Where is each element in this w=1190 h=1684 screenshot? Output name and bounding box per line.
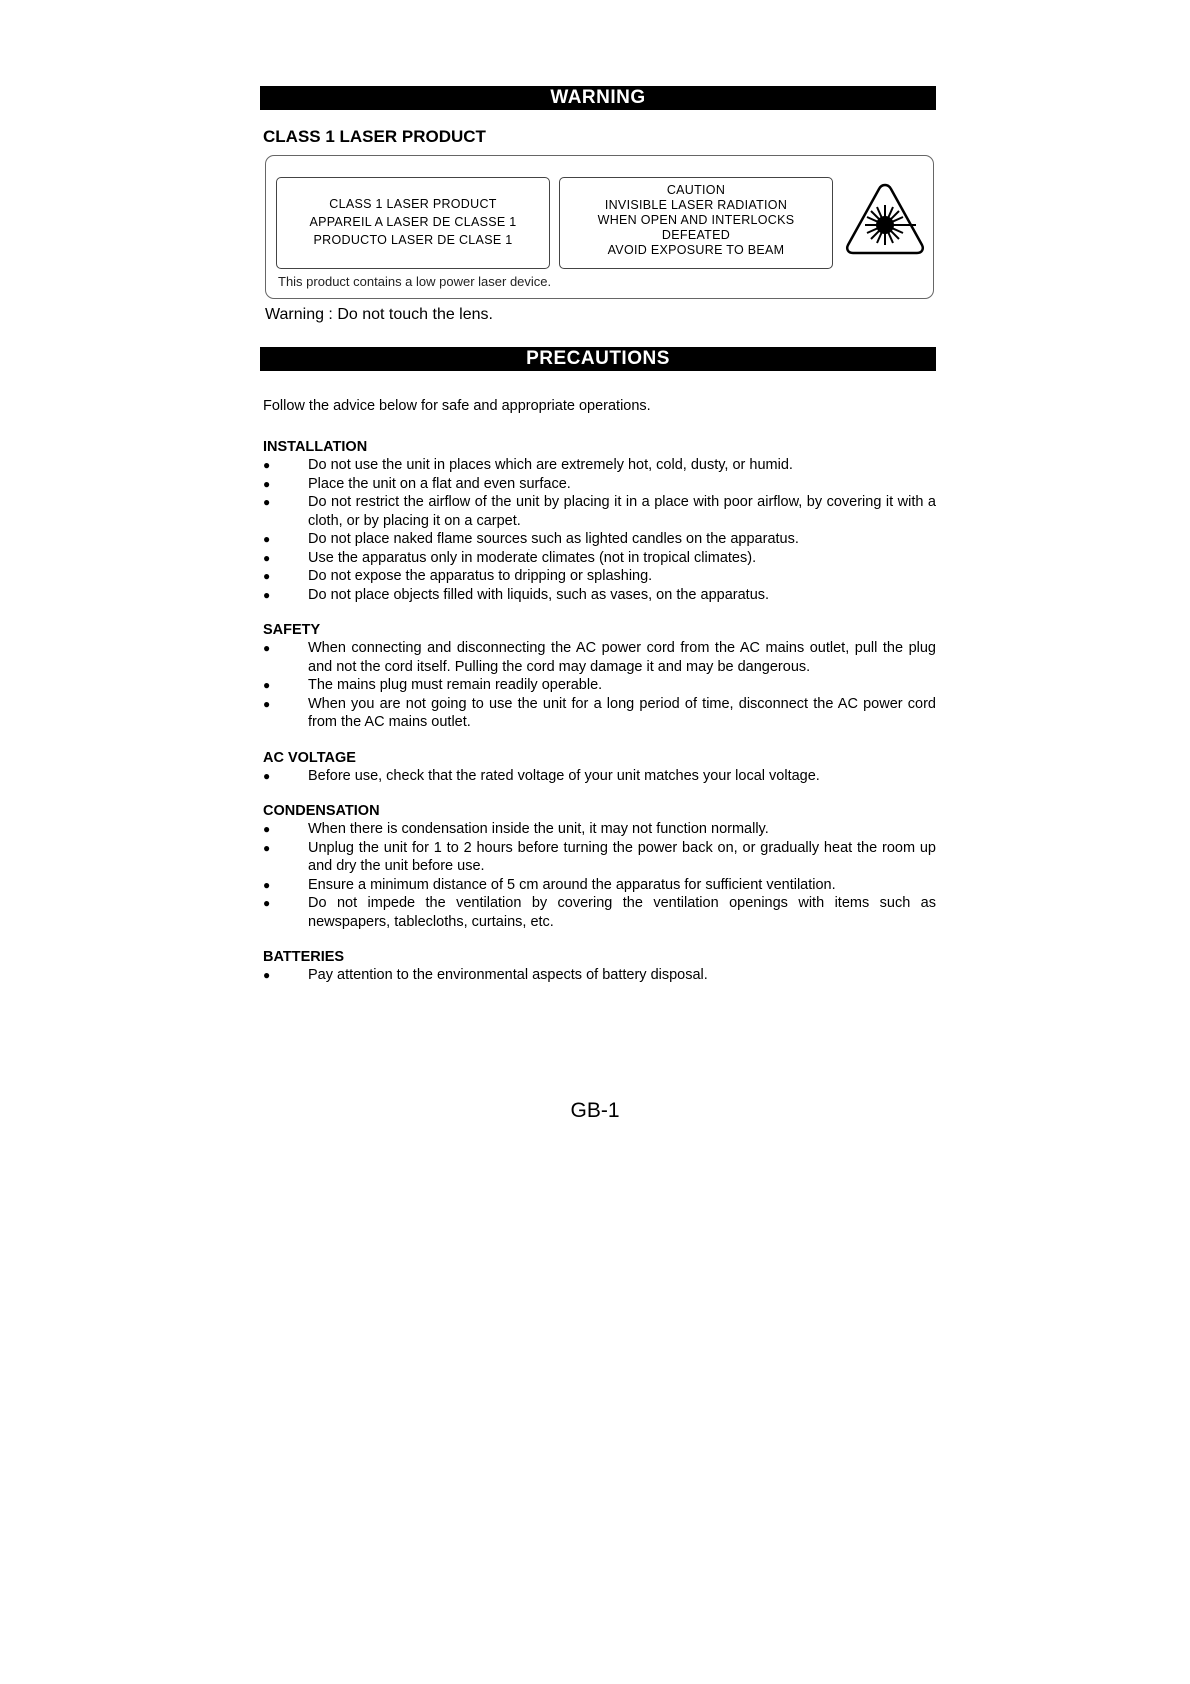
label-line: AVOID EXPOSURE TO BEAM: [607, 243, 785, 257]
label-line: WHEN OPEN AND INTERLOCKS: [597, 213, 795, 227]
section-heading: BATTERIES: [263, 949, 345, 965]
label-line: PRODUCTO LASER DE CLASE 1: [313, 233, 513, 247]
section-installation: [260, 438, 936, 604]
list-item: [263, 475, 936, 494]
list-item-text: Unplug the unit for 1 to 2 hours before turning the power back on, or gradually heat the room up and dry the unit before use.: [308, 839, 936, 874]
caution-label: [559, 177, 833, 269]
list-item: [263, 456, 936, 475]
list-item-text: Do not impede the ventilation by covering the ventilation openings with items such as newspapers, tablecloths, curtains, etc.: [308, 895, 936, 930]
list-item-text: Do not expose the apparatus to dripping or splashing.: [308, 568, 653, 584]
bullet-icon: ●: [263, 768, 271, 783]
page-content: [260, 86, 936, 985]
bullet-icon: ●: [263, 569, 271, 583]
bullet-list: [260, 456, 936, 604]
list-item: [263, 820, 936, 839]
list-item: [263, 767, 936, 786]
laser-hazard-icon: [844, 181, 926, 257]
bullet-icon: ●: [263, 877, 271, 892]
lens-warning: Warning : Do not touch the lens.: [265, 306, 493, 323]
list-item-text: Place the unit on a flat and even surface.: [308, 475, 571, 492]
list-item: [263, 549, 936, 568]
list-item: [263, 876, 936, 895]
bullet-icon: ●: [263, 458, 271, 472]
laser-label-box: [265, 155, 934, 299]
bullet-icon: ●: [263, 840, 271, 855]
list-item-text: Do not place naked flame sources such as lighted candles on the apparatus.: [308, 531, 799, 547]
section-heading: INSTALLATION: [263, 439, 368, 455]
section-condensation: [260, 802, 936, 931]
bullet-icon: ●: [263, 587, 271, 602]
bullet-icon: ●: [263, 641, 271, 655]
list-item-text: Pay attention to the environmental aspects of battery disposal.: [308, 967, 708, 983]
bullet-icon: ●: [263, 532, 271, 546]
label-line: APPAREIL A LASER DE CLASSE 1: [309, 215, 517, 229]
warning-bar: WARNING: [260, 86, 936, 110]
label-line: INVISIBLE LASER RADIATION: [604, 198, 788, 212]
label-line: CAUTION: [666, 183, 726, 197]
bullet-icon: ●: [263, 550, 271, 565]
section-heading: CONDENSATION: [263, 803, 380, 819]
list-item: [263, 567, 936, 586]
page-number: GB-1: [570, 1099, 620, 1122]
list-item: [263, 530, 936, 549]
list-item-text: Do not restrict the airflow of the unit by placing it in a place with poor airflow, by covering it with a cloth, or by placing it on a carpet.: [308, 494, 936, 529]
bullet-list: [260, 966, 936, 985]
laser-box-footer: This product contains a low power laser device.: [278, 274, 552, 289]
section-safety: [260, 621, 936, 732]
bullet-icon: ●: [263, 968, 271, 982]
list-item: [263, 676, 936, 695]
label-line: CLASS 1 LASER PRODUCT: [329, 197, 497, 211]
bullet-list: [260, 639, 936, 732]
list-item-text: When connecting and disconnecting the AC power cord from the AC mains outlet, pull the plug and not the cord itself. Pulling the cord may damage it and may be dangerous.: [308, 640, 936, 675]
list-item-text: Do not place objects filled with liquids, such as vases, on the apparatus.: [308, 586, 770, 603]
list-item: [263, 966, 936, 985]
precautions-intro: Follow the advice below for safe and appropriate operations.: [263, 398, 651, 414]
bullet-list: [260, 767, 936, 786]
list-item: [263, 839, 936, 876]
list-item-text: Ensure a minimum distance of 5 cm around the apparatus for sufficient ventilation.: [308, 876, 836, 893]
class-title: CLASS 1 LASER PRODUCT: [263, 127, 486, 146]
section-heading: SAFETY: [263, 622, 321, 638]
precautions-bar: PRECAUTIONS: [260, 347, 936, 371]
section-ac-voltage: [260, 749, 936, 786]
list-item-text: Before use, check that the rated voltage of your unit matches your local voltage.: [308, 767, 820, 784]
bullet-icon: ●: [263, 822, 271, 836]
list-item-text: The mains plug must remain readily operable.: [308, 677, 603, 693]
list-item: [263, 586, 936, 605]
list-item: [263, 695, 936, 732]
bullet-list: [260, 820, 936, 931]
list-item-text: When there is condensation inside the unit, it may not function normally.: [308, 821, 769, 837]
laser-class-label: [276, 177, 550, 269]
list-item: [263, 493, 936, 530]
bullet-icon: ●: [263, 476, 271, 491]
section-heading: AC VOLTAGE: [263, 749, 356, 766]
section-batteries: [260, 948, 936, 985]
bullet-icon: ●: [263, 678, 271, 692]
bullet-icon: ●: [263, 495, 271, 509]
list-item: [263, 894, 936, 931]
bullet-icon: ●: [263, 696, 271, 711]
label-line: DEFEATED: [661, 228, 731, 242]
list-item-text: Use the apparatus only in moderate climates (not in tropical climates).: [308, 549, 757, 566]
list-item-text: Do not use the unit in places which are extremely hot, cold, dusty, or humid.: [308, 457, 793, 473]
bullet-icon: ●: [263, 896, 271, 910]
list-item: [263, 639, 936, 676]
list-item-text: When you are not going to use the unit for a long period of time, disconnect the AC power cord from the AC mains outlet.: [308, 695, 936, 730]
